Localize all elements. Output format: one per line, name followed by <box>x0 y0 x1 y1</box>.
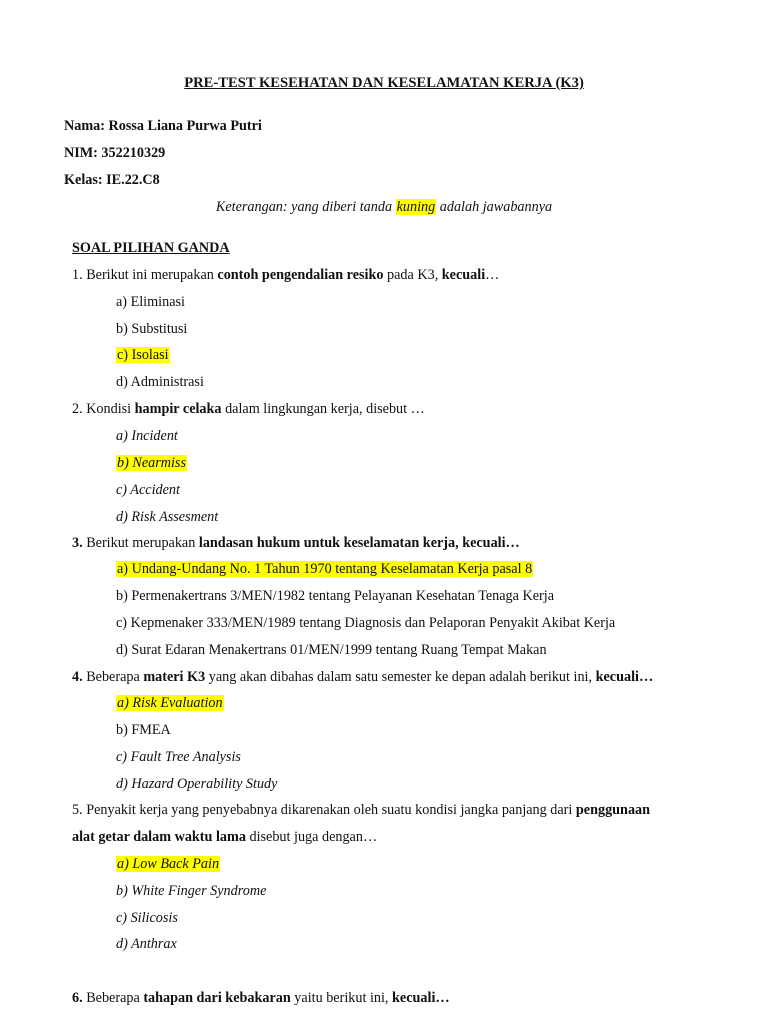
q4-bold-2: kecuali… <box>595 669 654 685</box>
q6-text-2: yaitu berikut ini, <box>290 990 393 1006</box>
section-heading: SOAL PILIHAN GANDA <box>72 240 230 256</box>
q2-option-c: c) Accident <box>116 482 180 498</box>
q1-option-b: b) Substitusi <box>116 321 188 337</box>
q1-bold-2: kecuali <box>441 267 486 283</box>
q1-text-3: … <box>485 267 500 283</box>
q2-option-b <box>116 454 187 472</box>
q3-bold-1: landasan hukum untuk keselamatan kerja, kecuali… <box>198 535 520 551</box>
student-name: Nama: Rossa Liana Purwa Putri <box>64 118 262 134</box>
q3-text-1: Berikut merupakan <box>82 535 199 551</box>
q1-bold-1: contoh pengendalian resiko <box>217 267 384 283</box>
student-class: Kelas: IE.22.C8 <box>64 172 160 188</box>
question-5-line-2 <box>72 828 377 846</box>
q1-text-1: 1. Berikut ini merupakan <box>72 267 218 283</box>
note-text-pre: Keterangan: yang diberi tanda <box>215 199 396 215</box>
q1-answer-highlight: c) Isolasi <box>117 347 169 363</box>
q5-bold-1: penggunaan <box>575 802 651 818</box>
q3-number: 3. <box>72 535 83 551</box>
q3-option-a <box>116 560 533 578</box>
q1-option-a: a) Eliminasi <box>116 294 185 310</box>
q2-option-a: a) Incident <box>116 428 178 444</box>
question-5-line-1 <box>72 801 650 819</box>
q5-text-2: disebut juga dengan… <box>245 829 378 845</box>
page-title: PRE-TEST KESEHATAN DAN KESELAMATAN KERJA (K3) <box>184 75 584 91</box>
question-1 <box>72 266 499 284</box>
question-2 <box>72 400 425 418</box>
q5-text-1: 5. Penyakit kerja yang penyebabnya dikarenakan oleh suatu kondisi jangka panjang dari <box>72 802 576 818</box>
q5-option-a <box>116 855 220 873</box>
q1-option-c <box>116 346 170 364</box>
q4-answer-highlight: a) Risk Evaluation <box>117 695 223 711</box>
question-3 <box>72 534 520 552</box>
note-highlight: kuning <box>396 199 436 215</box>
q6-bold-1: tahapan dari kebakaran <box>143 990 291 1006</box>
question-4 <box>72 668 653 686</box>
q6-text-1: Beberapa <box>82 990 144 1006</box>
q6-number: 6. <box>72 990 83 1006</box>
q6-bold-2: kecuali… <box>392 990 450 1006</box>
q2-bold-1: hampir celaka <box>134 401 222 417</box>
q2-answer-highlight: b) Nearmiss <box>117 455 186 471</box>
q5-option-d: d) Anthrax <box>116 936 177 952</box>
q1-option-d: d) Administrasi <box>116 374 204 390</box>
q3-option-c: c) Kepmenaker 333/MEN/1989 tentang Diagnosis dan Pelaporan Penyakit Akibat Kerja <box>116 615 616 631</box>
q5-option-b: b) White Finger Syndrome <box>116 883 267 899</box>
q3-option-b: b) Permenakertrans 3/MEN/1982 tentang Pelayanan Kesehatan Tenaga Kerja <box>116 588 555 604</box>
q5-bold-2: alat getar dalam waktu lama <box>72 829 246 845</box>
q4-option-d: d) Hazard Operability Study <box>116 776 278 792</box>
q5-option-c: c) Silicosis <box>116 910 178 926</box>
q4-text-2: yang akan dibahas dalam satu semester ke depan adalah berikut ini, <box>205 669 596 685</box>
q3-option-d: d) Surat Edaran Menakertrans 01/MEN/1999 tentang Ruang Tempat Makan <box>116 642 547 658</box>
q5-answer-highlight: a) Low Back Pain <box>117 856 220 872</box>
q4-text-1: Beberapa <box>82 669 144 685</box>
answer-key-note <box>0 198 768 216</box>
q4-option-a <box>116 694 224 712</box>
question-6 <box>72 989 450 1007</box>
q2-option-d: d) Risk Assesment <box>116 509 219 525</box>
student-nim: NIM: 352210329 <box>64 145 166 161</box>
q2-text-1: 2. Kondisi <box>72 401 135 417</box>
q4-option-b: b) FMEA <box>116 722 171 738</box>
q3-answer-highlight: a) Undang-Undang No. 1 Tahun 1970 tentang Keselamatan Kerja pasal 8 <box>117 561 533 577</box>
q1-text-2: pada K3, <box>383 267 442 283</box>
note-text-post: adalah jawabannya <box>436 199 553 215</box>
q4-bold-1: materi K3 <box>143 669 206 685</box>
q4-option-c: c) Fault Tree Analysis <box>116 749 241 765</box>
q2-text-2: dalam lingkungan kerja, disebut … <box>221 401 425 417</box>
q4-number: 4. <box>72 669 83 685</box>
